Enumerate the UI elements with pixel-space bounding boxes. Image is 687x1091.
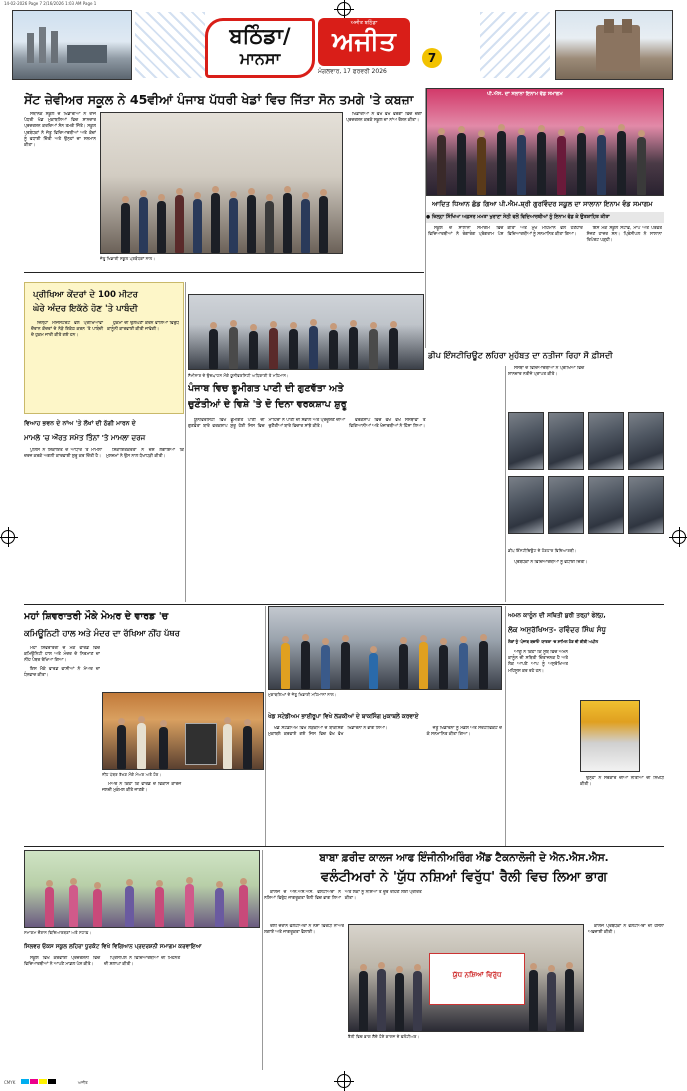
- story9-headline-line2: ਲੋਕ ਅਸੁਰੱਖਿਅਤ- ਰਵਿੰਦਰ ਸਿੰਘ ਸੰਧੂ: [508, 625, 607, 634]
- story11-banner-title: ਯੁੱਧ ਨਸ਼ਿਆਂ ਵਿਰੁੱਧ: [452, 971, 502, 979]
- story6-body-text: ਪੁਲਿਸ ਨੇ ਸ਼ਿਕਾਇਤ ਦੇ ਆਧਾਰ 'ਤੇ ਮਾਮਲਾ ਦਰਜ ਕਰਕੇ ਅਗਲੀ ਕਾਰਵਾਈ ਸ਼ੁਰੂ ਕਰ ਦਿੱਤੀ ਹੈ।: [24, 448, 102, 460]
- story1-body-text: ਸਥਾਨਕ ਸਕੂਲ ਦੇ ਖਿਡਾਰੀਆਂ ਨੇ ਰਾਜ ਪੱਧਰੀ ਖੇਡ ਮੁਕਾਬਲਿਆਂ ਵਿਚ ਸ਼ਾਨਦਾਰ ਪ੍ਰਦਰਸ਼ਨ ਕਰਦਿਆਂ ਸੋਨ ਤਮਗੇ ਜਿੱਤੇ। ਸਕੂਲ ਪ੍ਰਬੰਧਕਾਂ ਨੇ ਜੇਤੂ ਵਿਦਿਆਰਥੀਆਂ ਅਤੇ ਕੋਚਾਂ ਨੂੰ ਵਧਾਈ ਦਿੱਤੀ ਅਤੇ ਉਨ੍ਹਾਂ ਦਾ ਸਨਮਾਨ ਕੀਤਾ।: [24, 112, 96, 149]
- story3-headline-line2: ਘੇਰੇ ਅੰਦਰ ਇਕੱਠੇ ਹੋਣ 'ਤੇ ਪਾਬੰਦੀ: [33, 304, 138, 314]
- story1-photo: [100, 112, 343, 254]
- story5-headline: ਡੀਪ ਇੰਸਟੀਚਿਊਟ ਲਹਿਰਾ ਮੁਹੱਬਤ ਦਾ ਨਤੀਜਾ ਰਿਹਾ ਸੌ ਫ਼ੀਸਦੀ: [428, 350, 613, 360]
- footer-left: CMYK: [4, 1080, 16, 1085]
- story8-photo: [268, 606, 502, 690]
- story9-portrait: [580, 700, 640, 772]
- story5-body-text: ਸੰਸਥਾ ਦੇ ਵਿਦਿਆਰਥੀਆਂ ਨੇ ਪ੍ਰੀਖਿਆ ਵਿਚ ਸ਼ਾਨਦਾਰ ਨਤੀਜੇ ਪ੍ਰਾਪਤ ਕੀਤੇ।: [508, 366, 584, 378]
- story3-headline-line1: ਪ੍ਰੀਖਿਆ ਕੇਂਦਰਾਂ ਦੇ 100 ਮੀਟਰ: [33, 290, 139, 300]
- story2-banner: ਪੀ.ਐਸ. ਦਾ ਸਲਾਨਾ ਇਨਾਮ ਵੰਡ ਸਮਾਗਮ: [487, 91, 563, 97]
- story2-body-text: ਸਕੂਲ ਦੇ ਸਾਲਾਨਾ ਸਮਾਗਮ ਵਿਚ ਵਿਦਿਆਰਥੀਆਂ ਨੇ ਰੰਗਾਰੰਗ ਪ੍ਰੋਗਰਾਮ ਪੇਸ਼ ਕੀਤਾ ਅਤੇ ਮੁੱਖ ਮਹਿਮਾਨ ਵਲੋਂ ਹੋਣਹਾਰ ਵਿਦਿਆਰਥੀਆਂ ਨੂੰ ਸਨਮਾਨਿਤ ਕੀਤਾ ਗਿਆ।: [428, 226, 583, 238]
- story8-caption: ਮੁਕਾਬਲਿਆਂ ਦੇ ਜੇਤੂ ਖਿਡਾਰੀ ਮਹਿਮਾਨਾਂ ਨਾਲ।: [268, 692, 337, 697]
- story9-subhead: ਲੋਕਾਂ ਨੂੰ 'ਪੰਜਾਬ ਬਚਾਓ' ਯਾਤਰਾ 'ਚ ਸ਼ਾਮਿਲ ਹੋਣ ਦੀ ਕੀਤੀ ਅਪੀਲ: [508, 639, 598, 644]
- story4-headline-line2: ਚੁਣੌਤੀਆਂ ਦੇ ਵਿਸ਼ੇ 'ਤੇ ਦੋ ਦਿਨਾ ਵਰਕਸ਼ਾਪ ਸ਼ੁਰੂ: [188, 399, 347, 410]
- story8-headline: ਖੇਡ ਸਟੇਡੀਅਮ ਭਾਈਰੂਪਾ ਵਿਖੇ ਲੜਕੀਆਂ ਦੇ ਬਾਕਸਿੰਗ ਮੁਕਾਬਲੇ ਕਰਵਾਏ: [268, 714, 419, 720]
- story11-body-text: ਕਾਲਜ ਦੇ ਐਨ.ਐਸ.ਐਸ. ਵਲੰਟੀਅਰਾਂ ਨੇ ਨਸ਼ਿਆਂ ਵਿਰੁੱਧ ਜਾਗਰੂਕਤਾ ਰੈਲੀ ਵਿਚ ਭਾਗ ਲਿਆ ਅਤੇ ਲੋਕਾਂ ਨੂੰ ਨਸ਼ਿਆਂ ਤੋਂ ਦੂਰ ਰਹਿਣ ਲਈ ਪ੍ਰੇਰਿਤ ਕੀਤਾ।: [264, 890, 422, 902]
- masthead: [0, 8, 687, 88]
- story10-body-text: ਸਕੂਲ ਵਿਖੇ ਕਰਵਾਈ ਪ੍ਰਦਰਸ਼ਨੀ ਵਿਚ ਵਿਦਿਆਰਥੀਆਂ ਨੇ ਆਪਣੇ ਮਾਡਲ ਪੇਸ਼ ਕੀਤੇ।: [24, 956, 100, 968]
- story3-body-text: ਜ਼ਿਲ੍ਹਾ ਮੈਜਿਸਟਰੇਟ ਵਲੋਂ ਪ੍ਰੀਖਿਆਵਾਂ ਦੌਰਾਨ ਕੇਂਦਰਾਂ ਦੇ ਨੇੜੇ ਇਕੱਠ ਕਰਨ 'ਤੇ ਪਾਬੰਦੀ ਦੇ ਹੁਕਮ ਜਾਰੀ ਕੀਤੇ ਗਏ ਹਨ।: [31, 321, 103, 339]
- paper-logo-box: [318, 18, 410, 66]
- paper-label: ਅਜੀਤ ਬਠਿੰਡਾ: [350, 20, 378, 26]
- story4-body-text: ਯੂਨੀਵਰਸਿਟੀ ਵਿਖੇ ਭੂਮੀਗਤ ਪਾਣੀ ਦੀ ਗੁਣਵੱਤਾ ਬਾਰੇ ਵਰਕਸ਼ਾਪ ਸ਼ੁਰੂ ਹੋਈ ਜਿਸ ਵਿਚ ਮਾਹਿਰਾਂ ਨੇ ਪਾਣੀ ਦੀ ਸੰਭਾਲ ਅਤੇ ਪ੍ਰਦੂਸ਼ਣ ਦੀਆਂ ਚੁਣੌਤੀਆਂ ਬਾਰੇ ਵਿਚਾਰ ਸਾਂਝੇ ਕੀਤੇ।: [188, 418, 345, 430]
- story7-body-text: ਮਹਾਂ ਸ਼ਿਵਰਾਤਰੀ ਦੇ ਮੌਕੇ ਵਾਰਡ ਵਿਚ ਕਮਿਊਨਿਟੀ ਹਾਲ ਅਤੇ ਮੰਦਰ ਦੇ ਨਿਰਮਾਣ ਦਾ ਨੀਂਹ ਪੱਥਰ ਰੱਖਿਆ ਗਿਆ।: [24, 646, 100, 664]
- story6-body: ਪੁਲਿਸ ਨੇ ਸ਼ਿਕਾਇਤ ਦੇ ਆਧਾਰ 'ਤੇ ਮਾਮਲਾ ਦਰਜ ਕਰਕੇ ਅਗਲੀ ਕਾਰਵਾਈ ਸ਼ੁਰੂ ਕਰ ਦਿੱਤੀ ਹੈ। ਸ਼ਿਕਾਇਤਕਰਤਾ ਨੇ ਦੋਸ਼ ਲਗਾਇਆ ਕਿ ਮੁਲਜ਼ਮਾਂ ਨੇ ਉਸ ਨਾਲ ਧੋਖਾਧੜੀ ਕੀਤੀ।: [24, 448, 184, 460]
- paper-name: ਅਜੀਤ: [332, 27, 396, 57]
- story11-banner: [429, 953, 525, 1005]
- story2-body: ਸਕੂਲ ਦੇ ਸਾਲਾਨਾ ਸਮਾਗਮ ਵਿਚ ਵਿਦਿਆਰਥੀਆਂ ਨੇ ਰੰਗਾਰੰਗ ਪ੍ਰੋਗਰਾਮ ਪੇਸ਼ ਕੀਤਾ ਅਤੇ ਮੁੱਖ ਮਹਿਮਾਨ ਵਲੋਂ ਹੋਣਹਾਰ ਵਿਦਿਆਰਥੀਆਂ ਨੂੰ ਸਨਮਾਨਿਤ ਕੀਤਾ ਗਿਆ। ਇਸ ਮੌਕੇ ਸਕੂਲ ਸਟਾਫ਼, ਮਾਪੇ ਅਤੇ ਪਤਵੰਤੇ ਸੱਜਣ ਹਾਜ਼ਰ ਸਨ। ਪ੍ਰਿੰਸੀਪਲ ਨੇ ਸਾਲਾਨਾ ਰਿਪੋਰਟ ਪੜ੍ਹੀ।: [428, 226, 662, 244]
- story11-caption: ਰੈਲੀ ਵਿਚ ਭਾਗ ਲੈਂਦੇ ਹੋਏ ਕਾਲਜ ਦੇ ਵਲੰਟੀਅਰ।: [348, 1034, 420, 1039]
- story11-headline-line2: ਵਲੰਟੀਅਰਾਂ ਨੇ 'ਯੁੱਧ ਨਸ਼ਿਆਂ ਵਿਰੁੱਧ' ਰੈਲੀ ਵਿਚ ਲਿਆ ਭਾਗ: [320, 869, 608, 885]
- story4-photo: [188, 294, 424, 370]
- story2-headline: ਆਦਿਤ ਧਿਆਨ ਛੱਡ ਗਿਆ ਪੀ.ਐਮ.ਸ਼੍ਰੀ ਗੁਰਵਿੰਦਰ ਸਕੂਲ ਦਾ ਸਾਲਾਨਾ ਇਨਾਮ ਵੰਡ ਸਮਾਗਮ: [432, 200, 653, 208]
- story8-body-text: ਖੇਡ ਸਟੇਡੀਅਮ ਵਿਖੇ ਲੜਕੀਆਂ ਦੇ ਬਾਕਸਿੰਗ ਮੁਕਾਬਲੇ ਕਰਵਾਏ ਗਏ ਜਿਸ ਵਿਚ ਵੱਖ ਵੱਖ ਖਿਡਾਰਨਾਂ ਨੇ ਭਾਗ ਲਿਆ।: [268, 726, 388, 738]
- story5-portraits: [508, 412, 664, 544]
- edition-box: [205, 18, 315, 78]
- issue-date: ਮੰਗਲਵਾਰ, 17 ਫਰਵਰੀ 2026: [318, 68, 387, 75]
- story6-headline-line2: ਮਾਮਲੇ 'ਚ ਔਰਤ ਸਮੇਤ ਤਿੰਨਾਂ 'ਤੇ ਮਾਮਲਾ ਦਰਜ: [24, 433, 146, 442]
- page-number: 7: [422, 48, 442, 68]
- story4-caption: ਸੈਮੀਨਾਰ ਦੇ ਉਦਘਾਟਨ ਮੌਕੇ ਯੂਨੀਵਰਸਿਟੀ ਅਧਿਕਾਰੀ ਤੇ ਮਹਿਮਾਨ।: [188, 373, 289, 378]
- edition-line2: ਮਾਨਸਾ: [239, 49, 281, 68]
- story11-body: [264, 890, 664, 922]
- story11-photo: [348, 924, 584, 1032]
- story9-headline-line1: ਅਮਨ ਕਾਨੂੰਨ ਦੀ ਸਥਿਤੀ ਬੁਰੀ ਤਰ੍ਹਾਂ ਫੇਲ੍ਹ,: [508, 612, 606, 619]
- story10-photo: [24, 850, 260, 928]
- story7-headline-line2: ਕਮਿਊਨਿਟੀ ਹਾਲ ਅਤੇ ਮੰਦਰ ਦਾ ਰੱਖਿਆ ਨੀਂਹ ਪੱਥਰ: [24, 628, 180, 638]
- story7-caption: ਨੀਂਹ ਪੱਥਰ ਰੱਖਣ ਮੌਕੇ ਮੇਅਰ ਅਤੇ ਹੋਰ।: [102, 772, 162, 777]
- story9-body-text: ਆਗੂ ਨੇ ਕਿਹਾ ਕਿ ਸੂਬੇ ਵਿਚ ਅਮਨ ਕਾਨੂੰਨ ਦੀ ਸਥਿਤੀ ਚਿੰਤਾਜਨਕ ਹੈ ਅਤੇ ਲੋਕ ਆਪਣੇ ਆਪ ਨੂੰ ਅਸੁਰੱਖਿਅਤ ਮਹਿਸੂਸ ਕਰ ਰਹੇ ਹਨ।: [508, 650, 568, 674]
- masthead-pattern: [480, 12, 550, 78]
- story5-caption: ਡੀਪ ਇੰਸਟੀਚਿਊਟ ਦੇ ਹੋਣਹਾਰ ਵਿਦਿਆਰਥੀ।: [508, 548, 577, 553]
- print-slug: 14-02-2026 Page 7 2/16/2026 1:03 AM Page 1: [4, 1, 97, 6]
- edition-line1: ਬਠਿੰਡਾ/: [229, 24, 291, 48]
- story6-headline-line1: ਵਿਆਹ ਭਵਨ ਦੇ ਨਾਂਅ 'ਤੇ ਲੱਖਾਂ ਦੀ ਠੱਗੀ ਮਾਰਨ ਦੇ: [24, 420, 136, 427]
- story9-body: [508, 650, 568, 842]
- story7-body: ਮਹਾਂ ਸ਼ਿਵਰਾਤਰੀ ਦੇ ਮੌਕੇ ਵਾਰਡ ਵਿਚ ਕਮਿਊਨਿਟੀ ਹਾਲ ਅਤੇ ਮੰਦਰ ਦੇ ਨਿਰਮਾਣ ਦਾ ਨੀਂਹ ਪੱਥਰ ਰੱਖਿਆ ਗਿਆ। ਇਸ ਮੌਕੇ ਵਾਰਡ ਵਾਸੀਆਂ ਨੇ ਮੇਅਰ ਦਾ ਧੰਨਵਾਦ ਕੀਤਾ।: [24, 646, 100, 678]
- story5-body: [508, 366, 664, 412]
- registration-mark-icon: [672, 530, 686, 544]
- story2-subhead: ● ਜ਼ਿਲ੍ਹਾ ਸਿੱਖਿਆ ਅਫ਼ਸਰ ਮਮਤਾ ਖੁਰਾਣਾ ਸੇਠੀ ਵਲੋਂ ਵਿਦਿਆਰਥੀਆਂ ਨੂੰ ਇਨਾਮ ਵੰਡ ਕੇ ਉਤਸ਼ਾਹਿਤ ਕੀਤਾ: [426, 212, 664, 223]
- story1-headline: ਸੇਂਟ ਜ਼ੇਵੀਅਰ ਸਕੂਲ ਨੇ 45ਵੀਆਂ ਪੰਜਾਬ ਪੱਧਰੀ ਖੇਡਾਂ ਵਿਚ ਜਿੱਤਾ ਸੋਨ ਤਮਗੇ 'ਤੇ ਕਬਜ਼ਾ: [24, 92, 414, 107]
- registration-mark-icon: [1, 530, 15, 544]
- story3-box: [24, 282, 184, 414]
- story4-headline-line1: ਪੰਜਾਬ ਵਿਚ ਭੂਮੀਗਤ ਪਾਣੀ ਦੀ ਗੁਣਵੱਤਾ ਅਤੇ: [188, 383, 344, 394]
- story10-caption: ਸਮਾਗਮ ਦੌਰਾਨ ਵਿਦਿਆਰਥਣਾਂ ਅਤੇ ਸਟਾਫ਼।: [24, 930, 92, 935]
- story1-body: [24, 112, 96, 272]
- footer-center: ਅਜੀਤ: [77, 1080, 88, 1085]
- masthead-right-photo: [555, 10, 673, 80]
- masthead-pattern: [135, 12, 205, 78]
- story7-headline-line1: ਮਹਾਂ ਸ਼ਿਵਰਾਤਰੀ ਮੌਕੇ ਮੇਅਰ ਦੇ ਵਾਰਡ 'ਚ: [24, 611, 169, 622]
- story8-body: ਖੇਡ ਸਟੇਡੀਅਮ ਵਿਖੇ ਲੜਕੀਆਂ ਦੇ ਬਾਕਸਿੰਗ ਮੁਕਾਬਲੇ ਕਰਵਾਏ ਗਏ ਜਿਸ ਵਿਚ ਵੱਖ ਵੱਖ ਖਿਡਾਰਨਾਂ ਨੇ ਭਾਗ ਲਿਆ। ਜੇਤੂ ਖਿਡਾਰਨਾਂ ਨੂੰ ਮੈਡਲ ਅਤੇ ਸਰਟੀਫਿਕੇਟ ਦੇ ਕੇ ਸਨਮਾਨਿਤ ਕੀਤਾ ਗਿਆ।: [268, 726, 502, 738]
- story2-photo: [426, 88, 664, 196]
- story3-body: ਜ਼ਿਲ੍ਹਾ ਮੈਜਿਸਟਰੇਟ ਵਲੋਂ ਪ੍ਰੀਖਿਆਵਾਂ ਦੌਰਾਨ ਕੇਂਦਰਾਂ ਦੇ ਨੇੜੇ ਇਕੱਠ ਕਰਨ 'ਤੇ ਪਾਬੰਦੀ ਦੇ ਹੁਕਮ ਜਾਰੀ ਕੀਤੇ ਗਏ ਹਨ। ਹੁਕਮਾਂ ਦੀ ਉਲੰਘਣਾ ਕਰਨ ਵਾਲਿਆਂ ਵਿਰੁੱਧ ਕਾਨੂੰਨੀ ਕਾਰਵਾਈ ਕੀਤੀ ਜਾਵੇਗੀ।: [31, 321, 179, 339]
- story11-headline-line1: ਬਾਬਾ ਫ਼ਰੀਦ ਕਾਲਜ ਆਫ ਇੰਜੀਨੀਅਰਿੰਗ ਐਂਡ ਟੈਕਨਾਲੋਜੀ ਦੇ ਐਨ.ਐਸ.ਐਸ.: [319, 852, 609, 864]
- story10-body: ਸਕੂਲ ਵਿਖੇ ਕਰਵਾਈ ਪ੍ਰਦਰਸ਼ਨੀ ਵਿਚ ਵਿਦਿਆਰਥੀਆਂ ਨੇ ਆਪਣੇ ਮਾਡਲ ਪੇਸ਼ ਕੀਤੇ। ਪ੍ਰਿੰਸੀਪਲ ਨੇ ਵਿਦਿਆਰਥੀਆਂ ਦੀ ਮਿਹਨਤ ਦੀ ਸ਼ਲਾਘਾ ਕੀਤੀ।: [24, 956, 180, 968]
- footer-color-bar: [4, 1079, 684, 1087]
- masthead-left-photo: [12, 10, 132, 80]
- story1-caption: ਜੇਤੂ ਖਿਡਾਰੀ ਸਕੂਲ ਪ੍ਰਬੰਧਕਾਂ ਨਾਲ।: [100, 256, 156, 261]
- story7-photo: [102, 692, 264, 770]
- story10-headline: ਸਿਲਵਰ ਓਕਸ ਸਕੂਲ ਲਹਿਰਾ ਧੂਰਕੋਟ ਵਿਖੇ ਵਿਗਿਆਨ ਪ੍ਰਦਰਸ਼ਨੀ ਸਮਾਗਮ ਕਰਵਾਇਆ: [24, 944, 202, 950]
- story4-body: ਯੂਨੀਵਰਸਿਟੀ ਵਿਖੇ ਭੂਮੀਗਤ ਪਾਣੀ ਦੀ ਗੁਣਵੱਤਾ ਬਾਰੇ ਵਰਕਸ਼ਾਪ ਸ਼ੁਰੂ ਹੋਈ ਜਿਸ ਵਿਚ ਮਾਹਿਰਾਂ ਨੇ ਪਾਣੀ ਦੀ ਸੰਭਾਲ ਅਤੇ ਪ੍ਰਦੂਸ਼ਣ ਦੀਆਂ ਚੁਣੌਤੀਆਂ ਬਾਰੇ ਵਿਚਾਰ ਸਾਂਝੇ ਕੀਤੇ। ਵਰਕਸ਼ਾਪ ਵਿਚ ਵੱਖ ਵੱਖ ਸੰਸਥਾਵਾਂ ਤੋਂ ਵਿਗਿਆਨੀਆਂ ਅਤੇ ਖੋਜਾਰਥੀਆਂ ਨੇ ਹਿੱਸਾ ਲਿਆ।: [188, 418, 426, 430]
- story1-body-col3: ਖਿਡਾਰੀਆਂ ਨੇ ਵੱਖ ਵੱਖ ਵਰਗਾਂ ਵਿਚ ਚੰਗਾ ਪ੍ਰਦਰਸ਼ਨ ਕਰਕੇ ਸਕੂਲ ਦਾ ਨਾਂਅ ਰੌਸ਼ਨ ਕੀਤਾ।: [346, 112, 422, 124]
